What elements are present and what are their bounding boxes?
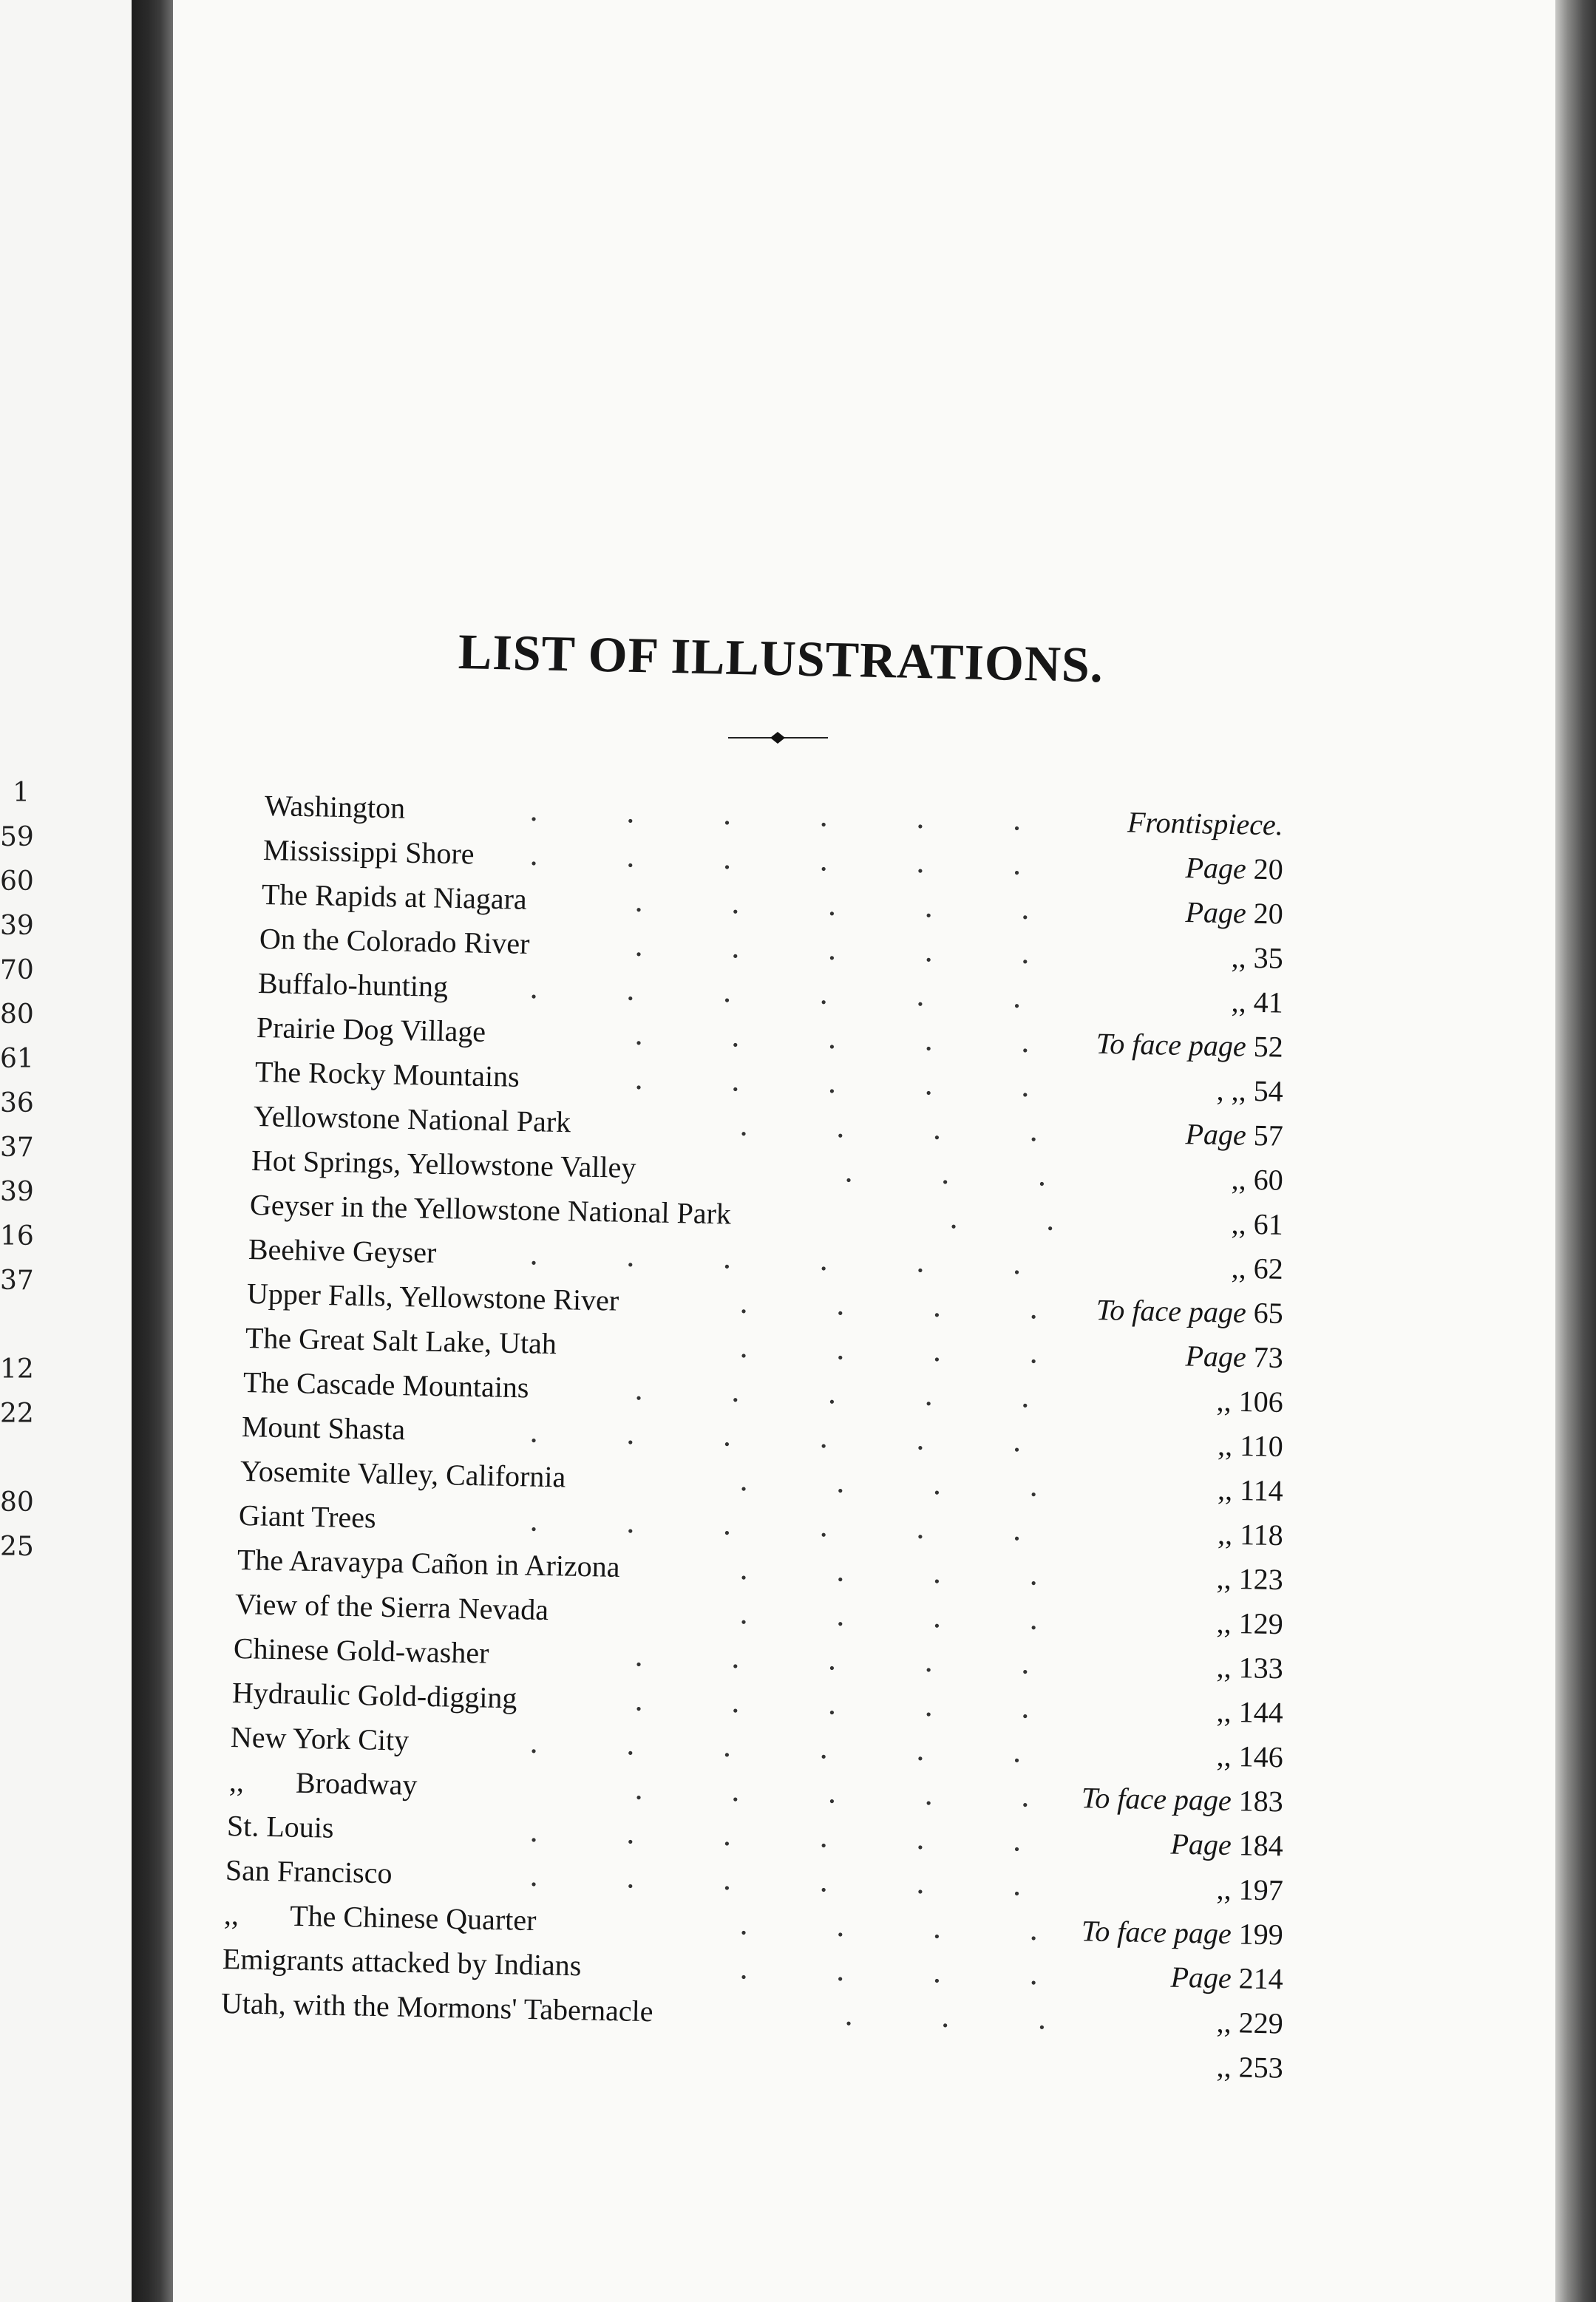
adjacent-page-number: 37 <box>0 1133 34 1163</box>
ditto-mark: ,, <box>1231 1206 1254 1241</box>
page-reference <box>1218 1469 1284 1512</box>
page-reference <box>1170 1957 1283 2000</box>
adjacent-page-number: 22 <box>0 1399 34 1429</box>
page-reference <box>1185 1335 1283 1379</box>
page-number: 144 <box>1238 1695 1284 1730</box>
adjacent-page-number: 37 <box>0 1266 34 1296</box>
ditto-mark: ,, <box>1231 1251 1254 1286</box>
page-reference <box>1081 1910 1283 1955</box>
page-number: 183 <box>1231 1784 1284 1819</box>
illustration-title: Giant Trees <box>238 1498 376 1535</box>
page-number: 110 <box>1239 1428 1284 1464</box>
leader-dots: ..... <box>634 1373 1118 1416</box>
illustration-title: Yellowstone National Park <box>253 1099 571 1139</box>
leader-dots: .... <box>738 1907 1127 1949</box>
page-reference <box>1096 1289 1283 1334</box>
page-reference <box>1185 1113 1283 1157</box>
page-reference-label: Page <box>1185 850 1247 886</box>
ditto-mark: ,, <box>1216 1872 1240 1907</box>
page-reference <box>1216 1602 1283 1645</box>
leader-dots: ..... <box>634 1062 1118 1106</box>
ditto-mark: ,, <box>1216 1739 1240 1773</box>
page-reference <box>1216 1070 1283 1113</box>
page-number: 54 <box>1253 1073 1284 1108</box>
illustration-title: Prairie Dog Village <box>256 1011 486 1048</box>
page-reference <box>1185 892 1283 935</box>
leader-dots: ...... <box>529 793 1110 839</box>
ditto-mark: ,, <box>1217 1428 1240 1462</box>
adjacent-page-number: 80 <box>0 999 34 1030</box>
leader-dots: ...... <box>529 1504 1110 1549</box>
page-reference <box>1231 937 1283 979</box>
leader-dots: ...... <box>529 971 1110 1017</box>
page-reference <box>1231 981 1283 1023</box>
adjacent-page-number: 60 <box>0 866 34 897</box>
page-reference <box>1216 1380 1283 1423</box>
leader-dots: ..... <box>634 1683 1118 1727</box>
leader-dots: .... <box>738 1552 1127 1595</box>
page-reference-label: Page <box>1185 1117 1247 1152</box>
leader-dots: ...... <box>529 1237 1110 1283</box>
illustration-title: Hydraulic Gold-digging <box>231 1676 517 1715</box>
page-reference <box>1127 801 1284 846</box>
illustration-title: St. Louis <box>226 1809 334 1844</box>
leader-dots: .... <box>738 1330 1127 1372</box>
illustration-title: The Aravaypa Cañon in Arizona <box>237 1543 620 1583</box>
page-reference <box>1218 1513 1284 1556</box>
leader-dots: ..... <box>634 1772 1118 1816</box>
page-reference <box>1216 1691 1283 1734</box>
page-reference-label: To face page <box>1081 1781 1232 1818</box>
adjacent-page-number: 12 <box>0 1354 34 1385</box>
illustration-title: Hot Springs, Yellowstone Valley <box>251 1144 636 1184</box>
illustration-title: New York City <box>230 1720 410 1757</box>
page-number: 57 <box>1246 1118 1284 1152</box>
leader-dots: ... <box>843 1998 1135 2038</box>
adjacent-page-number: 36 <box>0 1088 34 1118</box>
adjacent-page-number: 70 <box>0 955 34 985</box>
illustration-title: ,, The Chinese Quarter <box>223 1898 537 1938</box>
leader-dots: .... <box>738 1952 1127 1994</box>
leader-dots: .... <box>738 1597 1127 1639</box>
illustration-title: The Rapids at Niagara <box>261 877 528 916</box>
page-reference <box>1185 847 1283 891</box>
leader-dots: .... <box>738 1286 1127 1328</box>
adjacent-page-number: 16 <box>0 1221 34 1252</box>
adjacent-page-number: 25 <box>0 1532 34 1562</box>
ditto-mark: ,, <box>1216 1694 1240 1729</box>
illustration-title: The Great Salt Lake, Utah <box>245 1321 557 1361</box>
adjacent-page-number: 39 <box>0 1177 34 1207</box>
ditto-mark: ,, <box>1216 2049 1240 2084</box>
page-number: 123 <box>1238 1562 1284 1597</box>
page-reference <box>1096 1023 1283 1068</box>
page-number: 35 <box>1253 940 1284 975</box>
page-reference <box>1081 1777 1283 1822</box>
leader-dots: ..... <box>634 1017 1118 1062</box>
page-reference <box>1216 1558 1283 1600</box>
adjacent-page-number: 1 <box>13 778 30 808</box>
page-number: 41 <box>1253 985 1284 1019</box>
illustration-title: On the Colorado River <box>259 922 530 961</box>
illustration-title: San Francisco <box>225 1853 393 1890</box>
ditto-mark: ,, <box>1216 2005 1240 2040</box>
leader-dots: ..... <box>634 928 1118 973</box>
page-number: 197 <box>1238 1873 1284 1907</box>
leader-dots: .. <box>948 1201 1143 1240</box>
ditto-mark: ,, <box>1216 1561 1240 1596</box>
adjacent-page-number: 59 <box>0 822 34 852</box>
illustration-title: The Rocky Mountains <box>254 1055 520 1093</box>
page-number: 65 <box>1246 1295 1284 1330</box>
page-reference <box>1170 1824 1283 1867</box>
illustration-title: View of the Sierra Nevada <box>234 1587 549 1627</box>
leader-dots: ..... <box>634 1639 1118 1683</box>
page-reference-label: To face page <box>1081 1914 1232 1951</box>
illustration-title: Upper Falls, Yellowstone River <box>246 1277 619 1317</box>
page-reference <box>1216 2046 1283 2089</box>
page-reference-label: Page <box>1185 894 1247 930</box>
page-reference-label: Page <box>1170 1827 1232 1862</box>
illustration-title: Mount Shasta <box>241 1410 406 1447</box>
leader-dots: ...... <box>529 1415 1110 1461</box>
illustration-title: Emigrants attacked by Indians <box>222 1942 582 1983</box>
page-reference <box>1216 1869 1283 1912</box>
leader-dots: ..... <box>634 884 1118 928</box>
ditto-mark: ,, <box>1216 1650 1240 1685</box>
illustration-title: Washington <box>264 789 406 825</box>
illustration-title: Yosemite Valley, California <box>240 1454 566 1494</box>
page-reference <box>1231 1248 1283 1290</box>
page-title: LIST OF ILLUSTRATIONS. <box>458 623 1104 693</box>
illustration-title: Beehive Geyser <box>248 1232 437 1269</box>
page-reference <box>1231 1158 1283 1201</box>
page-reference-label: Frontispiece. <box>1127 805 1284 842</box>
illustration-title: Utah, with the Mormons' Tabernacle <box>220 1986 653 2028</box>
page-number: 60 <box>1253 1163 1284 1197</box>
page-reference <box>1231 1203 1283 1245</box>
leader-dots: .... <box>738 1463 1127 1505</box>
page-reference <box>1216 1736 1283 1779</box>
page-number: 62 <box>1253 1252 1284 1286</box>
page-number: 129 <box>1238 1606 1284 1641</box>
page-reference <box>1218 1425 1284 1467</box>
ditto-mark: ,, <box>1231 940 1254 974</box>
leader-dots: .... <box>738 1108 1127 1150</box>
page-reference-label: Page <box>1185 1339 1247 1374</box>
adjacent-page-number: 39 <box>0 911 34 941</box>
illustration-title: Buffalo-hunting <box>257 966 449 1003</box>
illustration-title: Chinese Gold-washer <box>233 1632 489 1670</box>
leader-dots: ... <box>843 1155 1135 1195</box>
leader-dots: ...... <box>529 1858 1110 1904</box>
page-number: 52 <box>1246 1029 1284 1064</box>
illustration-title: Mississippi Shore <box>262 833 475 871</box>
ditto-mark: ,, <box>1216 1384 1240 1418</box>
page-reference-label: To face page <box>1096 1293 1247 1329</box>
ditto-mark: ,, <box>1217 1473 1240 1507</box>
ditto-mark: ,, <box>1231 985 1254 1019</box>
adjacent-page-number: 80 <box>0 1487 34 1518</box>
page-number: 199 <box>1231 1917 1284 1952</box>
page-reference-label: To face page <box>1096 1026 1247 1063</box>
page-number: 214 <box>1231 1961 1284 1996</box>
ditto-mark: ,, <box>1216 1606 1240 1640</box>
leader-dots: ...... <box>529 838 1110 883</box>
page-number: 61 <box>1253 1207 1284 1241</box>
page-number: 20 <box>1246 852 1284 886</box>
page-reference-label: Page <box>1170 1960 1232 1995</box>
adjacent-page-number: 61 <box>0 1044 34 1074</box>
page-number: 253 <box>1238 2050 1284 2085</box>
illustration-title: Geyser in the Yellowstone National Park <box>249 1188 732 1231</box>
illustration-title: ,, Broadway <box>228 1765 418 1802</box>
ditto-mark: ,, <box>1217 1517 1240 1551</box>
ditto-mark: ,, <box>1231 1162 1254 1197</box>
page-number: 106 <box>1238 1384 1284 1419</box>
page-number: 146 <box>1238 1739 1284 1774</box>
illustration-title: The Cascade Mountains <box>242 1365 529 1405</box>
leader-dots: ...... <box>529 1725 1110 1771</box>
page-reference <box>1216 1647 1283 1690</box>
leader-dots: ...... <box>529 1814 1110 1860</box>
page-reference <box>1216 2002 1283 2045</box>
page-number: 133 <box>1238 1651 1284 1685</box>
page-number: 229 <box>1238 2006 1284 2040</box>
page-number: 20 <box>1246 896 1284 931</box>
ditto-mark: , ,, <box>1216 1073 1254 1107</box>
page-number: 73 <box>1246 1340 1284 1374</box>
page-number: 118 <box>1239 1518 1284 1552</box>
page-number: 114 <box>1239 1473 1284 1508</box>
page-number: 184 <box>1231 1828 1284 1863</box>
